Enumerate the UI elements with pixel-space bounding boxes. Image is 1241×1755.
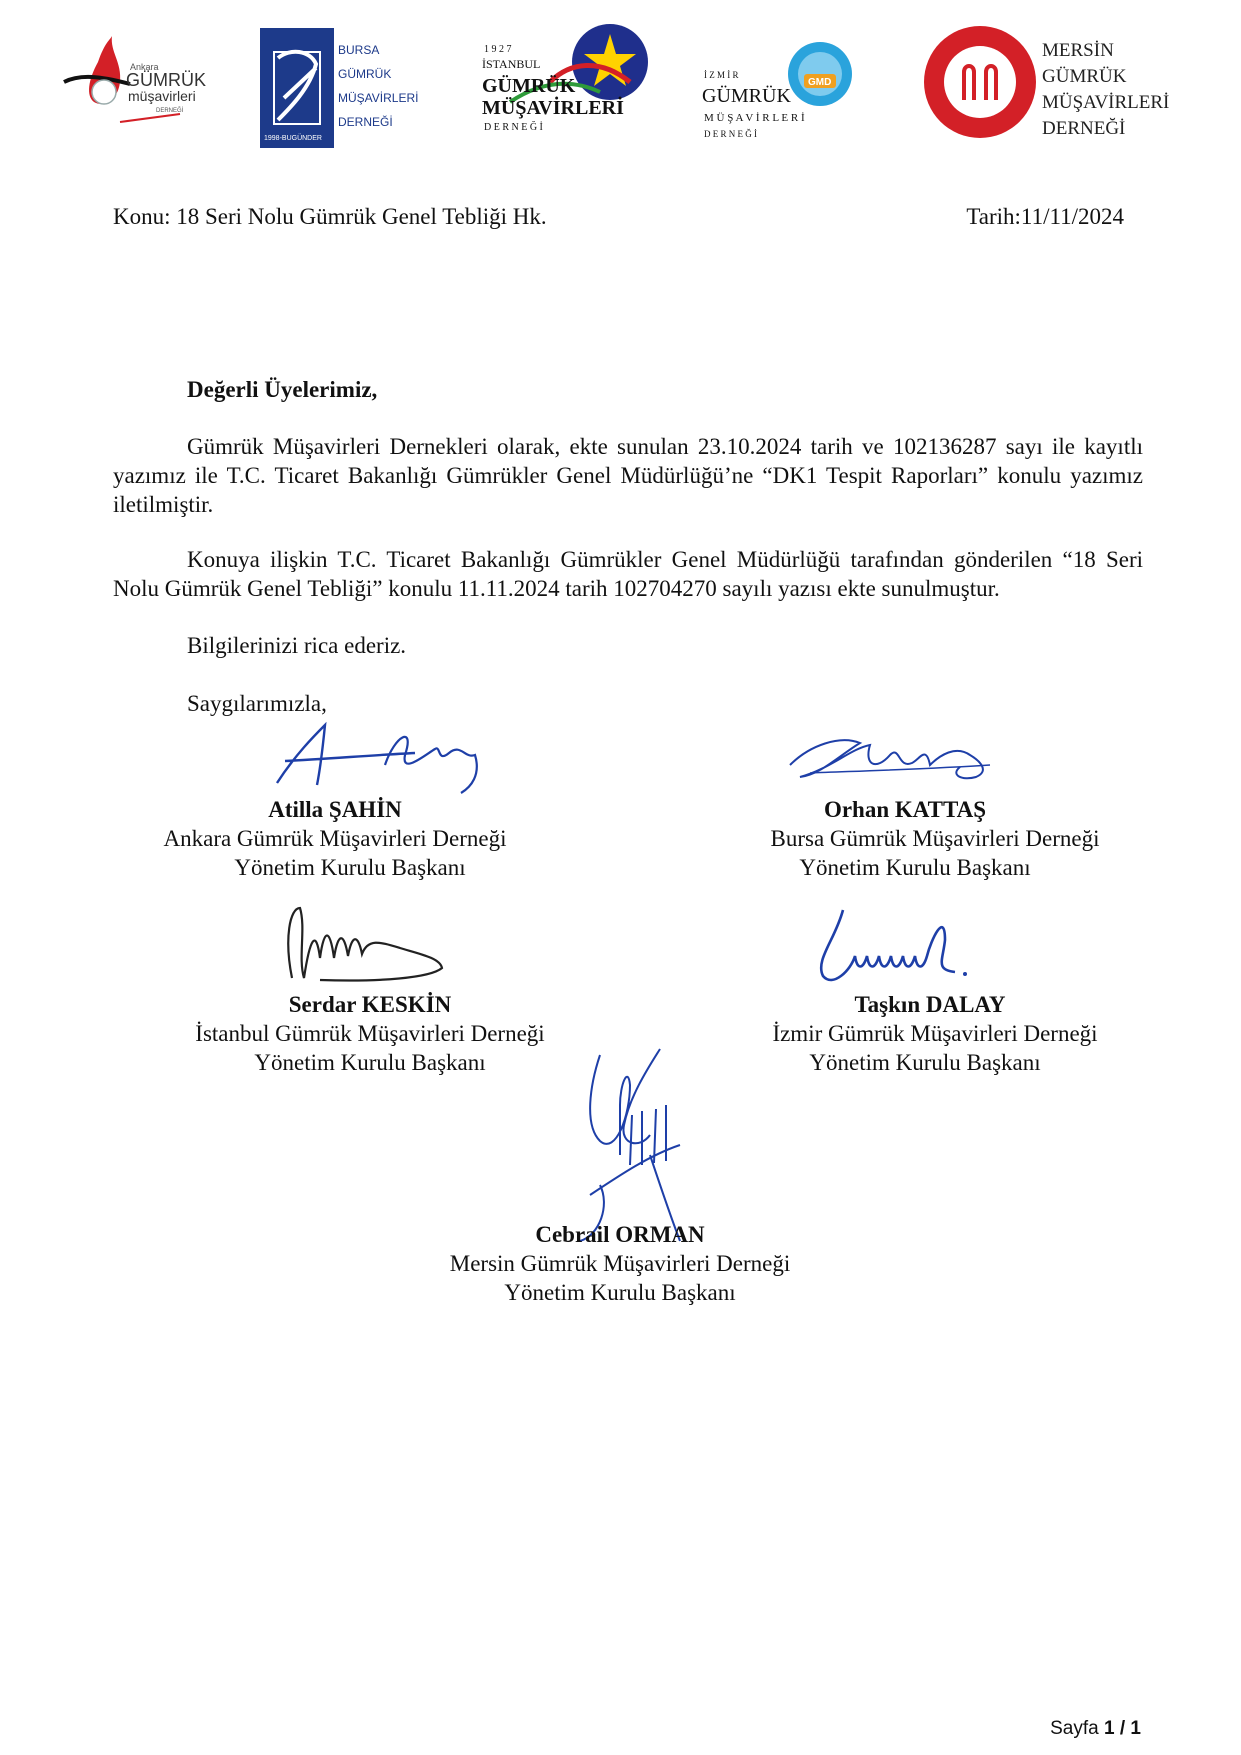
mersin-logo-line3: MÜŞAVİRLERİ [1042, 92, 1170, 113]
signer-orman-org: Mersin Gümrük Müşavirleri Derneği [449, 1251, 791, 1276]
signature-kattas [780, 725, 1010, 795]
signer-dalay-title: Yönetim Kurulu Başkanı [809, 1050, 1041, 1075]
ankara-logo-line1: Ankara [130, 62, 159, 72]
page-label: Sayfa [1050, 1718, 1099, 1739]
bursa-logo-line2: GÜMRÜK [338, 67, 392, 81]
signer-dalay-name: Taşkın DALAY [854, 992, 1006, 1017]
izmir-logo [700, 22, 870, 152]
izmir-logo-badge: GMD [808, 77, 832, 88]
signer-sahin-name: Atilla ŞAHİN [268, 797, 402, 822]
ankara-logo-line4: DERNEĞİ [156, 108, 184, 114]
bursa-logo-line1: BURSA [338, 43, 380, 57]
mersin-logo [920, 22, 1170, 152]
bursa-logo [260, 28, 420, 158]
mersin-logo-line1: MERSİN [1042, 40, 1114, 61]
paragraph-2: Konuya ilişkin T.C. Ticaret Bakanlığı Gümrükler Genel Müdürlüğü tarafından gönderilen “18 Seri Nolu Gümrük Genel Tebliği” konulu 11.11.2024 tarih 102704270 sayılı yazısı ekte sunulmuştur. [113, 547, 1143, 601]
signature-dalay [805, 900, 985, 990]
signer-keskin [170, 990, 570, 1077]
izmir-logo-line4: D E R N E Ğ İ [704, 129, 757, 139]
greeting: Değerli Üyelerimiz, [187, 377, 378, 402]
istanbul-logo-line2: İSTANBUL [482, 57, 541, 71]
signer-sahin-org: Ankara Gümrük Müşavirleri Derneği [163, 826, 507, 851]
signer-kattas-name: Orhan KATTAŞ [823, 797, 987, 822]
signer-dalay-org: İzmir Gümrük Müşavirleri Derneği [772, 1021, 1098, 1046]
subject-line: Konu: 18 Seri Nolu Gümrük Genel Tebliği Hk. [113, 204, 547, 229]
bursa-logo-foot: 1998-BUGÜNDER [264, 135, 322, 142]
ankara-logo-line2: GÜMRÜK [126, 70, 206, 90]
izmir-logo-line2: GÜMRÜK [702, 85, 791, 107]
signer-dalay [735, 990, 1135, 1077]
signer-sahin [130, 795, 540, 882]
istanbul-logo-line4: MÜŞAVİRLERİ [482, 97, 624, 119]
mersin-logo-line2: GÜMRÜK [1042, 66, 1127, 87]
request-line: Bilgilerinizi rica ederiz. [187, 633, 407, 658]
date-line: Tarih:11/11/2024 [966, 204, 1124, 229]
signature-sahin [265, 715, 495, 795]
page-separator: / [1119, 1718, 1126, 1739]
bursa-logo-line4: DERNEĞİ [338, 115, 393, 129]
closing-line: Saygılarımızla, [187, 691, 327, 716]
signer-keskin-title: Yönetim Kurulu Başkanı [254, 1050, 486, 1075]
signer-orman-name: Cebrail ORMAN [535, 1222, 705, 1247]
signer-orman [420, 1220, 820, 1307]
istanbul-logo [470, 22, 650, 152]
signature-keskin [280, 898, 460, 988]
signer-keskin-name: Serdar KESKİN [288, 992, 452, 1017]
page-number [1050, 1718, 1141, 1740]
izmir-logo-line3: M Ü Ş A V İ R L E R İ [704, 112, 805, 124]
signer-keskin-org: İstanbul Gümrük Müşavirleri Derneği [195, 1021, 545, 1046]
paragraph-1: Gümrük Müşavirleri Dernekleri olarak, ekte sunulan 23.10.2024 tarih ve 102136287 sayı ile kayıtlı yazımız ile T.C. Ticaret Bakanlığı Gümrükler Genel Müdürlüğü’ne “DK1 Tespit Raporları” konulu yazımız iletilmiştir. [113, 434, 1143, 517]
page-current: 1 [1104, 1718, 1115, 1739]
signer-kattas-org: Bursa Gümrük Müşavirleri Derneği [770, 826, 1100, 851]
signer-kattas [735, 795, 1135, 882]
signer-sahin-title: Yönetim Kurulu Başkanı [234, 855, 466, 880]
signer-kattas-title: Yönetim Kurulu Başkanı [799, 855, 1031, 880]
istanbul-logo-line5: D E R N E Ğ İ [484, 122, 543, 133]
signer-orman-title: Yönetim Kurulu Başkanı [504, 1280, 736, 1305]
signature-orman [560, 1045, 720, 1245]
ankara-logo [60, 22, 210, 152]
izmir-logo-line1: İ Z M İ R [704, 70, 739, 80]
mersin-logo-line4: DERNEĞİ [1042, 118, 1126, 139]
istanbul-logo-line1: 1 9 2 7 [484, 44, 512, 55]
bursa-logo-line3: MÜŞAVİRLERİ [338, 91, 419, 105]
page-total: 1 [1130, 1718, 1141, 1739]
istanbul-logo-line3: GÜMRÜK [482, 75, 576, 97]
ankara-logo-line3: müşavirleri [128, 88, 196, 104]
